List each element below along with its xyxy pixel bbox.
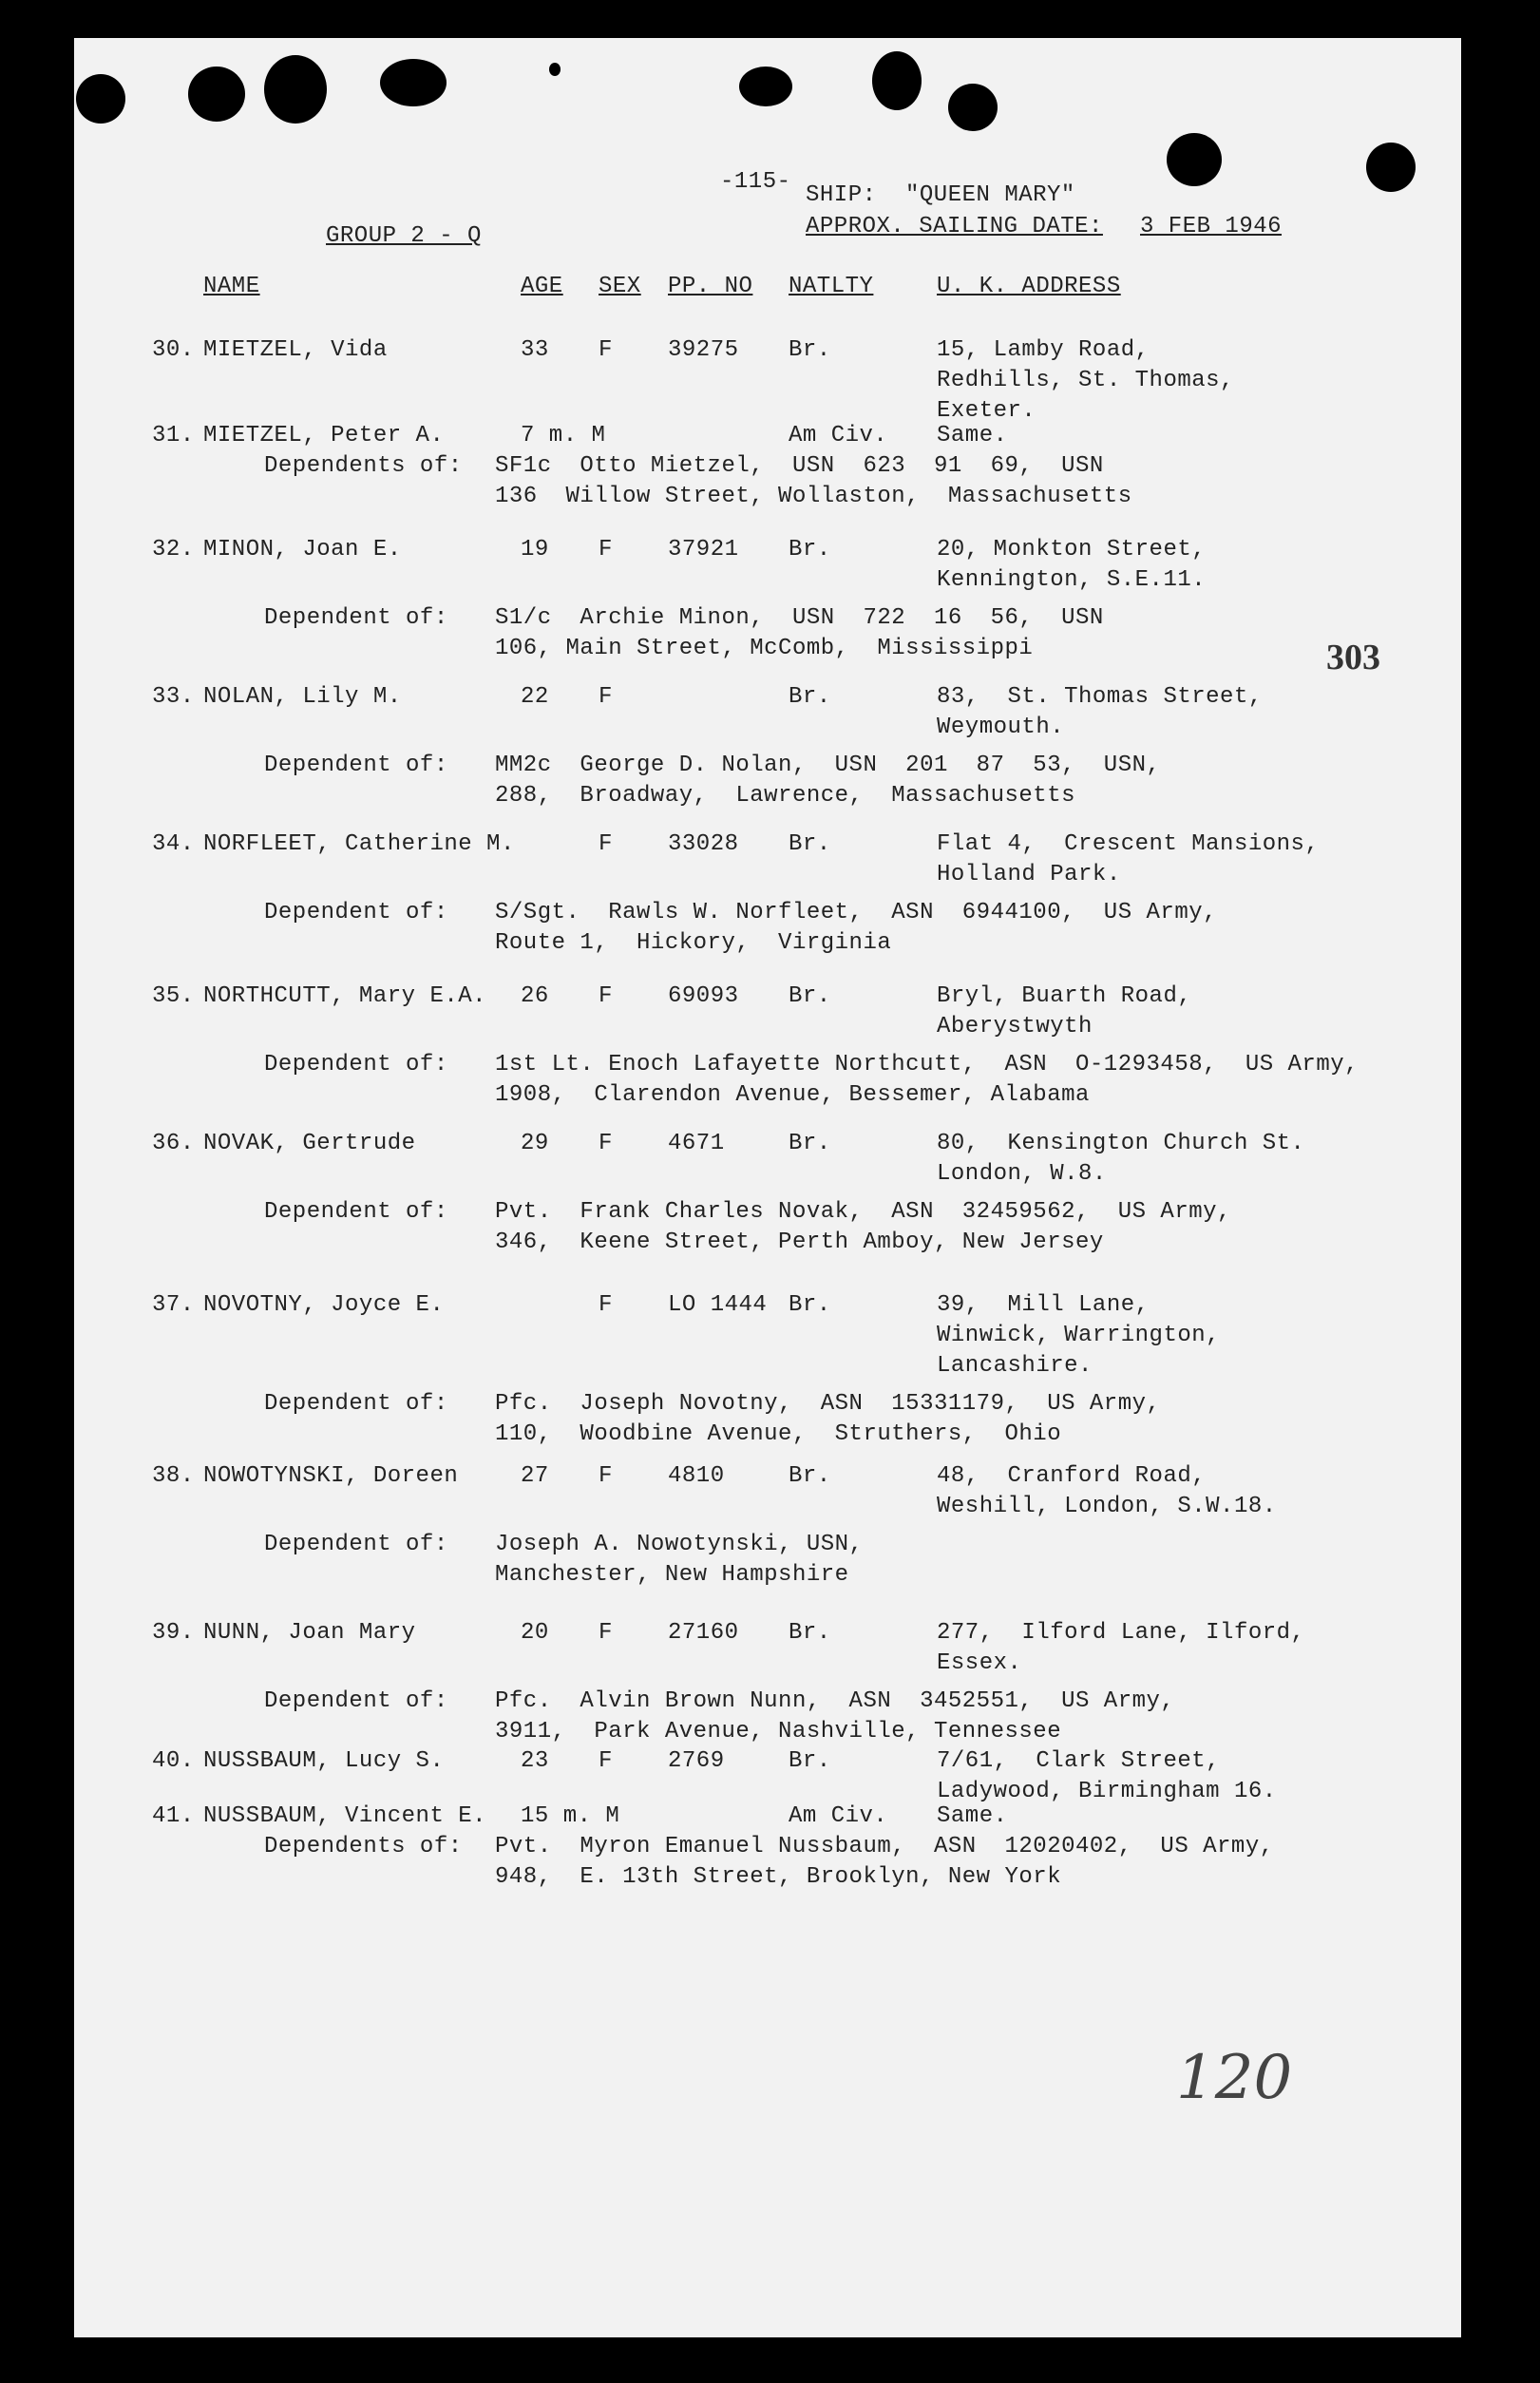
entry-number: 38. bbox=[152, 1463, 195, 1489]
uk-address-line: 20, Monkton Street, bbox=[937, 537, 1207, 562]
uk-address-line: Essex. bbox=[937, 1650, 1022, 1676]
passport-number: 39275 bbox=[668, 337, 739, 363]
dependent-label: Dependent of: bbox=[264, 1532, 448, 1557]
dependent-label: Dependent of: bbox=[264, 1688, 448, 1714]
sponsor-line: Joseph A. Nowotynski, USN, bbox=[495, 1532, 864, 1557]
nationality: Br. bbox=[789, 1748, 831, 1774]
sponsor-line: 106, Main Street, McComb, Mississippi bbox=[495, 636, 1034, 661]
entry-number: 37. bbox=[152, 1292, 195, 1318]
col-header-sex: SEX bbox=[599, 274, 641, 299]
page-number: -115- bbox=[720, 169, 791, 195]
dependent-label: Dependent of: bbox=[264, 1199, 448, 1225]
sponsor-line: 1908, Clarendon Avenue, Bessemer, Alabama bbox=[495, 1082, 1090, 1108]
passenger-sex: F bbox=[599, 684, 613, 710]
punch-hole bbox=[549, 63, 561, 76]
col-header-name: NAME bbox=[203, 274, 260, 299]
uk-address-line: Aberystwyth bbox=[937, 1014, 1093, 1039]
passenger-name: NUNN, Joan Mary bbox=[203, 1620, 416, 1646]
uk-address-line: Same. bbox=[937, 1803, 1008, 1829]
passport-number: 33028 bbox=[668, 831, 739, 857]
entry-number: 41. bbox=[152, 1803, 195, 1829]
entry-number: 32. bbox=[152, 537, 195, 562]
sponsor-line: MM2c George D. Nolan, USN 201 87 53, USN, bbox=[495, 753, 1161, 778]
dependent-label: Dependent of: bbox=[264, 1052, 448, 1077]
uk-address-line: 48, Cranford Road, bbox=[937, 1463, 1207, 1489]
passenger-sex: F bbox=[599, 1620, 613, 1646]
sponsor-line: Pfc. Alvin Brown Nunn, ASN 3452551, US Army, bbox=[495, 1688, 1175, 1714]
passenger-age: 27 bbox=[521, 1463, 549, 1489]
ship-label: SHIP: bbox=[806, 182, 877, 208]
passenger-sex: F bbox=[599, 537, 613, 562]
sponsor-line: S1/c Archie Minon, USN 722 16 56, USN bbox=[495, 605, 1104, 631]
passport-number: 4810 bbox=[668, 1463, 725, 1489]
entry-number: 39. bbox=[152, 1620, 195, 1646]
nationality: Br. bbox=[789, 1131, 831, 1156]
passenger-name: MIETZEL, Vida bbox=[203, 337, 388, 363]
entry-number: 33. bbox=[152, 684, 195, 710]
sponsor-line: Pvt. Frank Charles Novak, ASN 32459562, US Army, bbox=[495, 1199, 1231, 1225]
dependent-label: Dependents of: bbox=[264, 1834, 463, 1859]
dependent-label: Dependent of: bbox=[264, 900, 448, 925]
sponsor-line: Pvt. Myron Emanuel Nussbaum, ASN 12020402, US Army, bbox=[495, 1834, 1274, 1859]
passport-number: 69093 bbox=[668, 983, 739, 1009]
passenger-name: NORFLEET, Catherine M. bbox=[203, 831, 515, 857]
punch-hole bbox=[739, 67, 792, 106]
punch-hole bbox=[1167, 133, 1222, 186]
nationality: Br. bbox=[789, 337, 831, 363]
entry-number: 31. bbox=[152, 423, 195, 448]
passenger-age: 15 m. M bbox=[521, 1803, 620, 1829]
nationality: Br. bbox=[789, 1620, 831, 1646]
passenger-name: NOVOTNY, Joyce E. bbox=[203, 1292, 445, 1318]
passenger-age: 26 bbox=[521, 983, 549, 1009]
entry-number: 36. bbox=[152, 1131, 195, 1156]
sponsor-line: Route 1, Hickory, Virginia bbox=[495, 930, 892, 956]
uk-address-line: Redhills, St. Thomas, bbox=[937, 368, 1234, 393]
uk-address-line: Exeter. bbox=[937, 398, 1036, 424]
sponsor-line: 136 Willow Street, Wollaston, Massachusetts bbox=[495, 484, 1132, 509]
punch-hole bbox=[948, 84, 998, 131]
sponsor-line: SF1c Otto Mietzel, USN 623 91 69, USN bbox=[495, 453, 1104, 479]
uk-address-line: Lancashire. bbox=[937, 1353, 1093, 1379]
passenger-name: NOVAK, Gertrude bbox=[203, 1131, 416, 1156]
uk-address-line: 277, Ilford Lane, Ilford, bbox=[937, 1620, 1305, 1646]
dependent-label: Dependent of: bbox=[264, 1391, 448, 1417]
passenger-name: NUSSBAUM, Vincent E. bbox=[203, 1803, 487, 1829]
passenger-age: 19 bbox=[521, 537, 549, 562]
entry-number: 34. bbox=[152, 831, 195, 857]
uk-address-line: Bryl, Buarth Road, bbox=[937, 983, 1192, 1009]
uk-address-line: Holland Park. bbox=[937, 862, 1121, 887]
passenger-age: 20 bbox=[521, 1620, 549, 1646]
punch-hole bbox=[264, 55, 327, 124]
passenger-name: NOWOTYNSKI, Doreen bbox=[203, 1463, 459, 1489]
uk-address-line: London, W.8. bbox=[937, 1161, 1107, 1187]
passenger-name: NORTHCUTT, Mary E.A. bbox=[203, 983, 487, 1009]
passenger-age: 22 bbox=[521, 684, 549, 710]
handwritten-number: 120 bbox=[1176, 2043, 1293, 2113]
punch-hole bbox=[188, 67, 245, 122]
entry-number: 40. bbox=[152, 1748, 195, 1774]
nationality: Am Civ. bbox=[789, 423, 888, 448]
passenger-sex: F bbox=[599, 337, 613, 363]
passenger-name: NUSSBAUM, Lucy S. bbox=[203, 1748, 445, 1774]
passenger-sex: F bbox=[599, 1463, 613, 1489]
sailing-label: APPROX. SAILING DATE: bbox=[806, 214, 1103, 239]
nationality: Br. bbox=[789, 684, 831, 710]
nationality: Br. bbox=[789, 1463, 831, 1489]
sponsor-line: 1st Lt. Enoch Lafayette Northcutt, ASN O-1293458, US Army, bbox=[495, 1052, 1359, 1077]
passport-number: 27160 bbox=[668, 1620, 739, 1646]
sponsor-line: Manchester, New Hampshire bbox=[495, 1562, 849, 1588]
passenger-age: 23 bbox=[521, 1748, 549, 1774]
punch-hole bbox=[872, 51, 922, 110]
sponsor-line: 110, Woodbine Avenue, Struthers, Ohio bbox=[495, 1421, 1062, 1447]
nationality: Am Civ. bbox=[789, 1803, 888, 1829]
uk-address-line: 7/61, Clark Street, bbox=[937, 1748, 1221, 1774]
passenger-sex: F bbox=[599, 1292, 613, 1318]
punch-hole bbox=[1366, 143, 1416, 192]
uk-address-line: Winwick, Warrington, bbox=[937, 1323, 1221, 1348]
entry-number: 30. bbox=[152, 337, 195, 363]
punch-hole bbox=[380, 59, 447, 106]
uk-address-line: Weshill, London, S.W.18. bbox=[937, 1494, 1277, 1519]
passenger-name: NOLAN, Lily M. bbox=[203, 684, 402, 710]
document-page bbox=[74, 38, 1461, 2337]
punch-hole bbox=[76, 74, 125, 124]
uk-address-line: Same. bbox=[937, 423, 1008, 448]
nationality: Br. bbox=[789, 537, 831, 562]
col-header-nationality: NATLTY bbox=[789, 274, 874, 299]
dependent-label: Dependent of: bbox=[264, 605, 448, 631]
passport-number: 37921 bbox=[668, 537, 739, 562]
passenger-sex: F bbox=[599, 831, 613, 857]
sailing-date: 3 FEB 1946 bbox=[1140, 214, 1283, 239]
uk-address-line: Flat 4, Crescent Mansions, bbox=[937, 831, 1320, 857]
ship-name: "QUEEN MARY" bbox=[905, 182, 1075, 208]
passenger-age: 29 bbox=[521, 1131, 549, 1156]
sponsor-line: 346, Keene Street, Perth Amboy, New Jersey bbox=[495, 1230, 1104, 1255]
sponsor-line: S/Sgt. Rawls W. Norfleet, ASN 6944100, US Army, bbox=[495, 900, 1218, 925]
uk-address-line: 83, St. Thomas Street, bbox=[937, 684, 1263, 710]
passport-number: LO 1444 bbox=[668, 1292, 768, 1318]
passport-number: 4671 bbox=[668, 1131, 725, 1156]
group-label: GROUP 2 - Q bbox=[326, 223, 482, 249]
stamp-number: 303 bbox=[1326, 638, 1380, 677]
nationality: Br. bbox=[789, 831, 831, 857]
uk-address-line: Kennington, S.E.11. bbox=[937, 567, 1207, 593]
passenger-sex: F bbox=[599, 1748, 613, 1774]
uk-address-line: 15, Lamby Road, bbox=[937, 337, 1150, 363]
passenger-sex: F bbox=[599, 1131, 613, 1156]
passenger-age: 7 m. M bbox=[521, 423, 606, 448]
dependent-label: Dependent of: bbox=[264, 753, 448, 778]
uk-address-line: 80, Kensington Church St. bbox=[937, 1131, 1305, 1156]
entry-number: 35. bbox=[152, 983, 195, 1009]
sponsor-line: Pfc. Joseph Novotny, ASN 15331179, US Army, bbox=[495, 1391, 1161, 1417]
passenger-name: MINON, Joan E. bbox=[203, 537, 402, 562]
passenger-name: MIETZEL, Peter A. bbox=[203, 423, 445, 448]
passenger-sex: F bbox=[599, 983, 613, 1009]
uk-address-line: Ladywood, Birmingham 16. bbox=[937, 1779, 1277, 1804]
dependent-label: Dependents of: bbox=[264, 453, 463, 479]
nationality: Br. bbox=[789, 1292, 831, 1318]
col-header-pp-no: PP. NO bbox=[668, 274, 753, 299]
sponsor-line: 948, E. 13th Street, Brooklyn, New York bbox=[495, 1864, 1062, 1890]
nationality: Br. bbox=[789, 983, 831, 1009]
sponsor-line: 288, Broadway, Lawrence, Massachusetts bbox=[495, 783, 1075, 809]
uk-address-line: 39, Mill Lane, bbox=[937, 1292, 1150, 1318]
col-header-age: AGE bbox=[521, 274, 563, 299]
uk-address-line: Weymouth. bbox=[937, 715, 1065, 740]
passenger-age: 33 bbox=[521, 337, 549, 363]
passport-number: 2769 bbox=[668, 1748, 725, 1774]
sponsor-line: 3911, Park Avenue, Nashville, Tennessee bbox=[495, 1719, 1062, 1744]
col-header-address: U. K. ADDRESS bbox=[937, 274, 1121, 299]
